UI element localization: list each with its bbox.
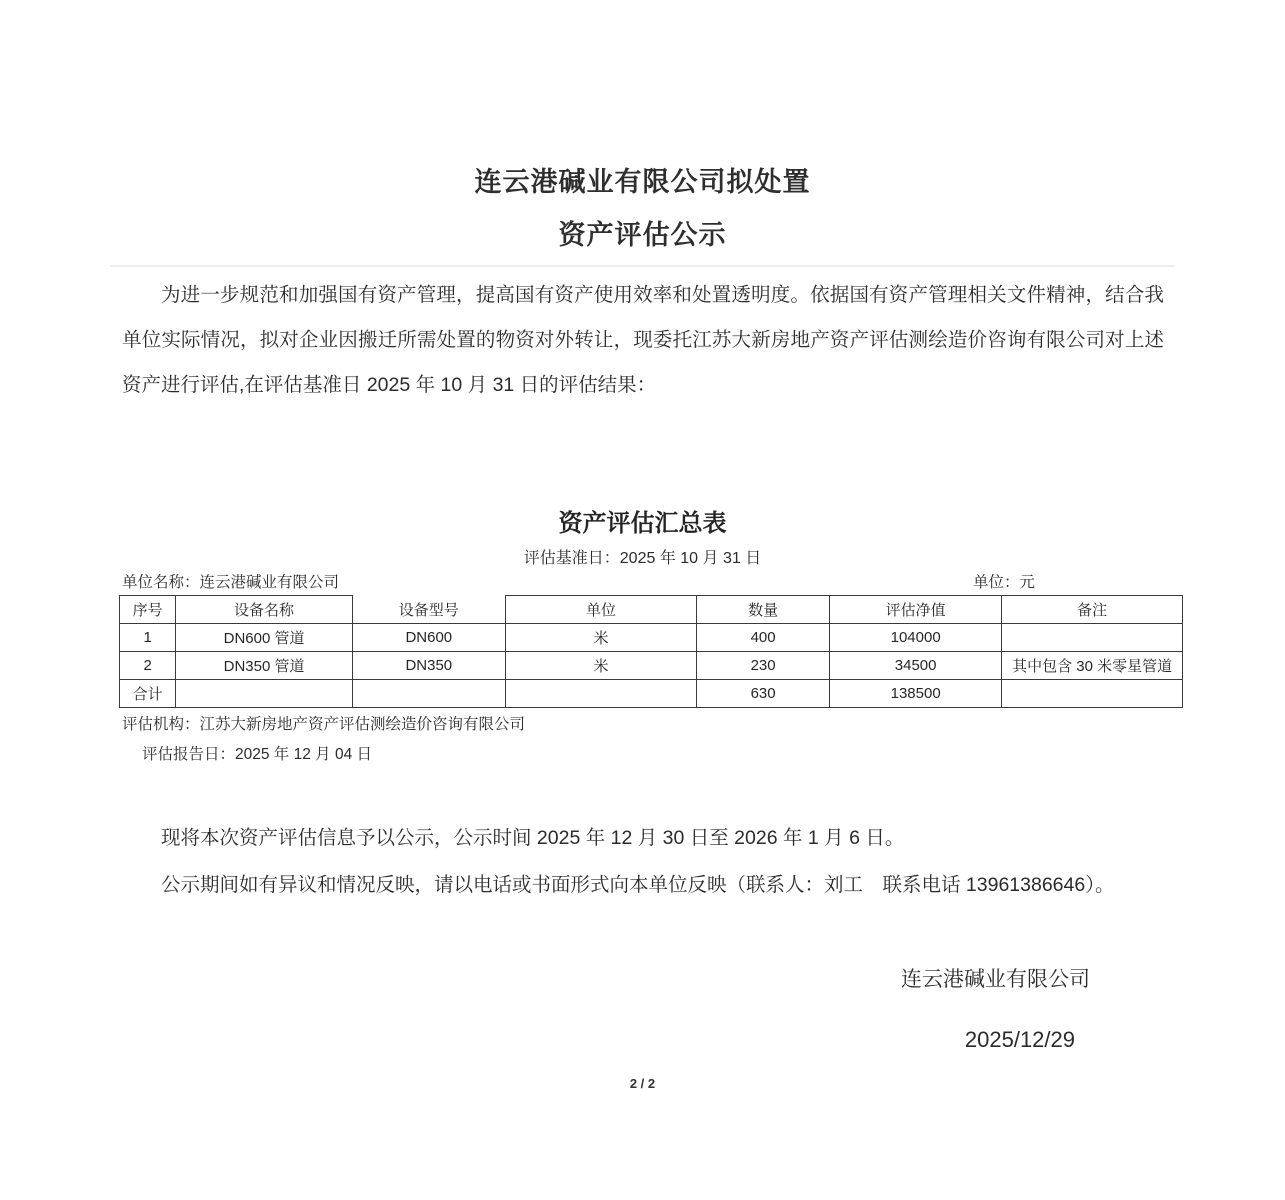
cell-model: DN600 <box>352 624 505 652</box>
col-header-net-value: 评估净值 <box>830 596 1002 624</box>
page-indicator: 2 / 2 <box>629 1076 656 1091</box>
cell-quantity: 400 <box>697 624 830 652</box>
intro-paragraph: 为进一步规范和加强国有资产管理，提高国有资产使用效率和处置透明度。依据国有资产管理相关文件精神，结合我单位实际情况，拟对企业因搬迁所需处置的物资对外转让，现委托江苏大新房地产资产评估测绘造价咨询有限公司对上述资产进行评估,在评估基准日 2025 年 10 月 31 日的评估结果： <box>122 284 1164 396</box>
table-meta-row <box>122 570 1183 592</box>
cell-quantity: 230 <box>697 652 830 680</box>
cell-remark <box>1002 680 1183 708</box>
valuation-agency: 评估机构：江苏大新房地产资产评估测绘造价咨询有限公司 <box>122 716 526 733</box>
cell-equipment-name: DN600 管道 <box>176 624 352 652</box>
summary-table-title: 资产评估汇总表 <box>558 510 727 537</box>
closing-paragraphs <box>122 815 1164 909</box>
title-divider <box>110 265 1175 267</box>
table-total-row <box>120 680 1183 708</box>
table-row <box>120 652 1183 680</box>
contact-paragraph: 公示期间如有异议和情况反映，请以电话或书面形式向本单位反映（联系人：刘工 联系电话 13961386646）。 <box>161 874 1115 896</box>
cell-model: DN350 <box>352 652 505 680</box>
cell-net-value: 104000 <box>830 624 1002 652</box>
cell-model <box>352 680 505 708</box>
valuation-report-date: 评估报告日：2025 年 12 月 04 日 <box>142 746 372 763</box>
cell-total-label: 合计 <box>120 680 176 708</box>
document-title-line2: 资产评估公示 <box>558 220 727 250</box>
document-title-line1: 连云港碱业有限公司拟处置 <box>474 167 811 197</box>
col-header-quantity: 数量 <box>697 596 830 624</box>
cell-equipment-name: DN350 管道 <box>176 652 352 680</box>
cell-remark: 其中包含 30 米零星管道 <box>1002 652 1183 680</box>
col-header-remark: 备注 <box>1002 596 1183 624</box>
signature-company: 连云港碱业有限公司 <box>901 968 1090 991</box>
cell-unit: 米 <box>505 652 696 680</box>
cell-remark <box>1002 624 1183 652</box>
cell-total-quantity: 630 <box>697 680 830 708</box>
table-row <box>120 624 1183 652</box>
asset-summary-table <box>119 595 1183 708</box>
cell-index: 1 <box>120 624 176 652</box>
cell-total-net-value: 138500 <box>830 680 1002 708</box>
cell-unit <box>505 680 696 708</box>
cell-equipment-name <box>176 680 352 708</box>
col-header-unit: 单位 <box>505 596 696 624</box>
publicity-period-paragraph: 现将本次资产评估信息予以公示，公示时间 2025 年 12 月 30 日至 2026 年 1 月 6 日。 <box>161 827 905 849</box>
col-header-equipment-name: 设备名称 <box>176 596 352 624</box>
currency-unit-label: 单位：元 <box>972 574 1035 591</box>
signature-date: 2025/12/29 <box>964 1027 1075 1052</box>
cell-index: 2 <box>120 652 176 680</box>
table-header-row <box>120 596 1183 624</box>
valuation-base-date: 评估基准日：2025 年 10 月 31 日 <box>523 550 762 567</box>
unit-name-label: 单位名称：连云港碱业有限公司 <box>122 574 340 591</box>
col-header-model: 设备型号 <box>352 596 505 624</box>
cell-unit: 米 <box>505 624 696 652</box>
col-header-index: 序号 <box>120 596 176 624</box>
cell-net-value: 34500 <box>830 652 1002 680</box>
